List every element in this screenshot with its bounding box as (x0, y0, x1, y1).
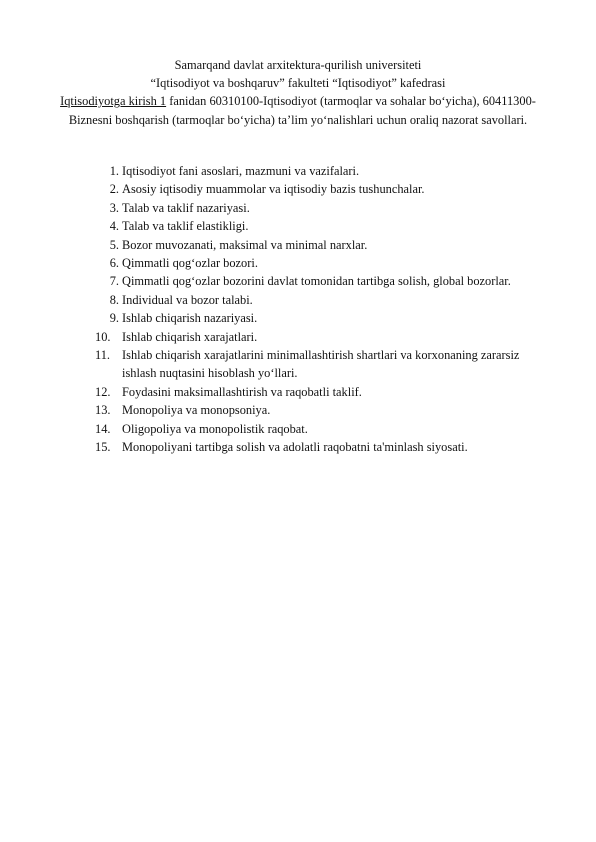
question-number: 1. (109, 164, 119, 178)
subject-description-rest: fanidan 60310100-Iqtisodiyot (tarmoqlar va sohalar bo‘yicha), 60411300-Biznesni boshqarish (tarmoqlar bo‘yicha) ta’lim yo‘nalishlari uchun oraliq nazorat savollari. (68, 94, 536, 127)
university-name: Samarqand davlat arxitektura-qurilish universiteti (174, 58, 422, 72)
question-number: 8. (109, 292, 119, 307)
question-number: 14. (95, 421, 111, 436)
question-number: 15. (95, 440, 111, 455)
question-item (95, 438, 535, 456)
question-text: Monopoliyani tartibga solish va adolatli raqobatni ta'minlash siyosati. (122, 440, 468, 455)
question-text: Individual va bozor talabi. (122, 292, 253, 307)
question-number: 6. (109, 256, 119, 271)
faculty-department-line: “Iqtisodiyot va boshqaruv” fakulteti “Iqtisodiyot” kafedrasi (150, 76, 446, 91)
question-number: 12. (95, 384, 111, 399)
question-text: Talab va taklif elastikligi. (122, 219, 249, 234)
question-text: Monopoliya va monopsoniya. (122, 403, 271, 418)
question-text: Ishlab chiqarish nazariyasi. (122, 311, 258, 326)
question-text: Bozor muvozanati, maksimal va minimal narxlar. (122, 237, 368, 252)
question-item (95, 180, 535, 198)
document-header (60, 56, 536, 129)
question-number: 3. (109, 200, 119, 215)
subject-description (60, 92, 536, 128)
question-number: 7. (109, 274, 119, 289)
question-text: Foydasini maksimallashtirish va raqobatli taklif. (122, 384, 362, 399)
question-item (95, 328, 535, 346)
question-item (95, 383, 535, 401)
question-item (95, 309, 535, 327)
question-text: Ishlab chiqarish xarajatlari. (122, 329, 258, 344)
question-item (95, 272, 535, 290)
question-item (95, 346, 535, 383)
question-item (95, 254, 535, 272)
question-text: Talab va taklif nazariyasi. (122, 200, 250, 215)
question-item (95, 199, 535, 217)
question-number: 11. (95, 348, 111, 363)
question-number: 10. (95, 329, 111, 344)
questions-list (95, 162, 535, 457)
question-number: 4. (109, 219, 119, 234)
question-item (95, 401, 535, 419)
question-item (95, 420, 535, 438)
question-item (95, 162, 535, 180)
question-item (95, 217, 535, 235)
question-number: 2. (109, 182, 119, 197)
subject-name: Iqtisodiyotga kirish 1 (60, 94, 167, 109)
question-text: Asosiy iqtisodiy muammolar va iqtisodiy bazis tushunchalar. (122, 182, 425, 197)
question-text: Oligopoliya va monopolistik raqobat. (122, 421, 308, 436)
question-text: Qimmatli qog‘ozlar bozori. (122, 256, 258, 271)
question-number: 13. (95, 403, 111, 418)
question-item (95, 236, 535, 254)
question-number: 9. (109, 311, 119, 326)
question-text: Ishlab chiqarish xarajatlarini minimallashtirish shartlari va korxonaning zararsiz ishlash nuqtasini hisoblash yo‘llari. (122, 348, 520, 381)
question-text: Qimmatli qog‘ozlar bozorini davlat tomonidan tartibga solish, global bozorlar. (122, 274, 511, 289)
question-text: Iqtisodiyot fani asoslari, mazmuni va vazifalari. (122, 164, 360, 178)
question-number: 5. (109, 237, 119, 252)
question-item (95, 291, 535, 309)
